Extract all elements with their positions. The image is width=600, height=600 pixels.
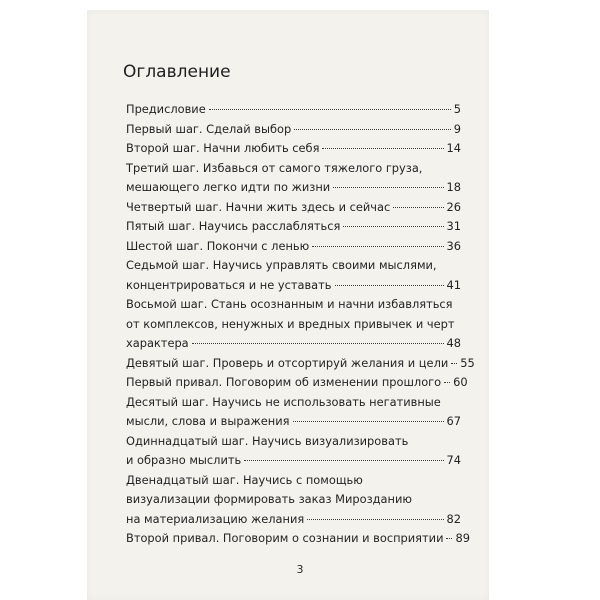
toc-entry-line [126,354,475,374]
toc-entry-line [126,120,461,140]
toc-entry [121,354,475,374]
table-of-contents [121,61,475,549]
toc-entry-line [126,237,461,257]
toc-entry [121,256,461,295]
toc-entry-line [126,178,461,198]
toc-entry-list [121,100,475,549]
dot-leader [335,285,444,286]
toc-entry-page-number: 36 [446,238,461,253]
dot-leader [333,187,443,188]
dot-leader [343,226,443,227]
dot-leader [294,129,451,130]
toc-entry-line [126,432,461,452]
toc-entry [121,159,461,198]
dot-leader [192,343,444,344]
toc-entry-page-number: 26 [446,199,461,214]
toc-entry-line [126,451,461,471]
toc-entry-text: концентрироваться и не уставать [126,277,332,292]
toc-entry-text: Второй привал. Поговорим о сознании и восприятии [126,531,444,545]
toc-entry-text: и образно мыслить [126,453,242,467]
toc-entry-line [126,373,468,393]
toc-entry-text: Девятый шаг. Проверь и отсортируй желания и цели [126,355,449,370]
toc-entry-text: Первый шаг. Сделай выбор [126,121,292,136]
toc-entry-line [126,529,470,549]
toc-entry [121,237,461,257]
toc-entry [121,198,461,218]
toc-entry-text: Восьмой шаг. Стань осознанным и начни избавляться [126,297,453,311]
toc-entry-page-number: 14 [446,141,461,155]
toc-entry-text: Двенадцатый шаг. Научись с помощью [126,472,363,487]
dot-leader [444,382,450,383]
dot-leader [244,460,443,461]
toc-entry [121,471,461,530]
toc-entry-text: Одиннадцатый шаг. Научись визуализировать [126,433,409,448]
toc-entry-line [126,490,461,510]
toc-entry-page-number: 48 [446,336,461,350]
toc-entry-line [126,393,461,413]
toc-entry [121,217,461,237]
toc-entry-page-number: 60 [453,375,468,389]
toc-entry-text: Десятый шаг. Научись не использовать негативные [126,394,441,409]
toc-entry-text: Второй шаг. Начни любить себя [126,141,320,155]
toc-entry-line [126,334,461,354]
toc-entry [121,393,461,432]
toc-entry [121,529,470,549]
toc-entry-page-number: 18 [446,180,461,194]
toc-entry [121,373,468,393]
toc-entry-text: Третий шаг. Избавься от самого тяжелого груза, [126,160,423,175]
toc-entry-text: Шестой шаг. Покончи с ленью [126,238,310,253]
toc-entry-page-number: 82 [446,511,461,526]
toc-entry-text: Седьмой шаг. Научись управлять своими мыслями, [126,258,437,272]
toc-entry-page-number: 5 [453,102,461,116]
dot-leader [312,246,443,247]
toc-entry-page-number: 55 [460,355,475,370]
toc-entry [121,295,461,354]
toc-entry-line [126,139,461,159]
dot-leader [209,109,451,110]
toc-entry-line [126,276,461,296]
toc-entry [121,139,461,159]
toc-entry-text: Предисловие [126,102,206,116]
toc-entry-page-number: 67 [446,414,461,428]
dot-leader [293,421,444,422]
toc-entry-line [126,412,461,432]
toc-entry-text: Четвертый шаг. Начни жить здесь и сейчас [126,199,391,214]
toc-entry-line [126,159,461,179]
toc-entry-line [126,198,461,218]
toc-entry-page-number: 74 [446,453,461,467]
toc-entry-text: Первый привал. Поговорим об изменении прошлого [126,375,442,389]
toc-entry-line [126,256,461,276]
dot-leader [393,207,443,208]
toc-entry-page-number: 41 [446,277,461,292]
toc-entry-line [126,100,461,120]
toc-entry-text: мешающего легко идти по жизни [126,180,331,194]
toc-entry-text: мысли, слова и выражения [126,414,290,428]
toc-entry [121,120,461,140]
toc-entry-line [126,295,461,315]
toc-entry [121,100,461,120]
toc-entry-line [126,217,461,237]
toc-entry-page-number: 31 [446,219,461,233]
toc-heading: Оглавление [123,62,231,82]
dot-leader [446,538,452,539]
dot-leader [451,363,457,364]
toc-entry-line [126,471,461,491]
dot-leader [322,148,443,149]
toc-entry-text: визуализации формировать заказ Мирозданию [126,492,412,506]
toc-entry-text: Пятый шаг. Научись расслабляться [126,219,341,233]
toc-entry-page-number: 89 [455,531,470,545]
page-number: 3 [296,563,304,576]
toc-entry-page-number: 9 [453,121,461,136]
toc-entry-text: характера [126,336,189,350]
toc-entry-text: на материализацию желания [126,511,305,526]
dot-leader [307,519,443,520]
toc-entry-line [126,510,461,530]
toc-entry-line [126,315,461,335]
toc-entry-text: от комплексов, ненужных и вредных привычек и черт [126,316,455,331]
toc-entry [121,432,461,471]
